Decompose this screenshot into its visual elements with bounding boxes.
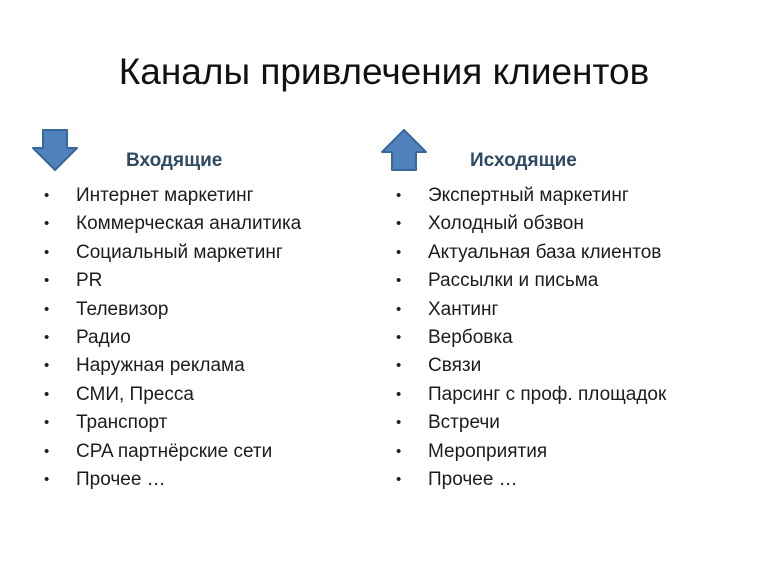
bullet-icon: •: [396, 272, 402, 290]
bullet-icon: •: [44, 243, 50, 261]
list-item: [396, 239, 666, 267]
list-item: [396, 182, 666, 210]
bullet-icon: •: [396, 243, 402, 261]
list-item-label: Встречи: [428, 412, 500, 434]
list-item: [396, 381, 666, 409]
list-item-label: Связи: [428, 355, 482, 377]
bullet-icon: •: [396, 414, 402, 432]
bullet-icon: •: [396, 215, 402, 233]
list-item: [396, 466, 666, 494]
list-item: [44, 210, 301, 238]
bullet-icon: •: [44, 357, 50, 375]
list-item: [396, 352, 666, 380]
list-item: [44, 267, 301, 295]
list-item: [396, 324, 666, 352]
bullet-icon: •: [44, 272, 50, 290]
list-item: [44, 466, 301, 494]
list-item-label: Интернет маркетинг: [76, 185, 254, 206]
bullet-icon: •: [44, 215, 50, 233]
bullet-icon: •: [396, 442, 402, 460]
list-item: [44, 438, 301, 466]
list-item-label: Радио: [76, 326, 131, 348]
bullet-icon: •: [396, 300, 402, 318]
list-item-label: СМИ, Пресса: [76, 383, 194, 405]
list-item-label: Телевизор: [76, 298, 169, 320]
bullet-icon: •: [44, 328, 50, 346]
page-title: Каналы привлечения клиентов: [118, 51, 650, 92]
list-item: [44, 324, 301, 352]
list-item: [44, 296, 301, 324]
bullet-icon: •: [44, 385, 50, 403]
list-item: [44, 352, 301, 380]
list-item-label: Парсинг с проф. площадок: [428, 383, 667, 405]
list-item-label: Хантинг: [428, 298, 499, 320]
outgoing-list: [396, 182, 666, 494]
arrow-down-icon: [31, 128, 79, 172]
list-item-label: Экспертный маркетинг: [428, 185, 629, 206]
bullet-icon: •: [44, 470, 50, 488]
list-item: [44, 409, 301, 437]
list-item-label: Мероприятия: [428, 440, 548, 462]
list-item-label: Транспорт: [76, 412, 168, 434]
bullet-icon: •: [44, 300, 50, 318]
list-item: [396, 210, 666, 238]
list-item: [44, 239, 301, 267]
list-item-label: Прочее …: [428, 468, 518, 490]
list-item: [44, 381, 301, 409]
incoming-list: [44, 182, 301, 494]
list-item-label: PR: [76, 270, 103, 292]
list-item: [44, 182, 301, 210]
list-item-label: Коммерческая аналитика: [76, 213, 302, 235]
list-item-label: Холодный обзвон: [428, 213, 584, 235]
bullet-icon: •: [44, 414, 50, 432]
bullet-icon: •: [396, 357, 402, 375]
list-item: [396, 296, 666, 324]
incoming-heading: Входящие: [126, 150, 223, 171]
bullet-icon: •: [44, 187, 50, 204]
list-item-label: Наружная реклама: [76, 355, 245, 377]
list-item: [396, 409, 666, 437]
list-item: [396, 438, 666, 466]
bullet-icon: •: [396, 187, 402, 204]
list-item: [396, 267, 666, 295]
bullet-icon: •: [396, 470, 402, 488]
bullet-icon: •: [396, 328, 402, 346]
list-item-label: CPA партнёрские сети: [76, 440, 273, 462]
list-item-label: Прочее …: [76, 468, 166, 490]
list-item-label: Рассылки и письма: [428, 270, 599, 292]
list-item-label: Вербовка: [428, 326, 513, 348]
list-item-label: Актуальная база клиентов: [428, 241, 662, 263]
outgoing-heading: Исходящие: [470, 150, 577, 171]
bullet-icon: •: [44, 442, 50, 460]
arrow-up-icon: [380, 128, 428, 172]
bullet-icon: •: [396, 385, 402, 403]
list-item-label: Социальный маркетинг: [76, 241, 283, 263]
